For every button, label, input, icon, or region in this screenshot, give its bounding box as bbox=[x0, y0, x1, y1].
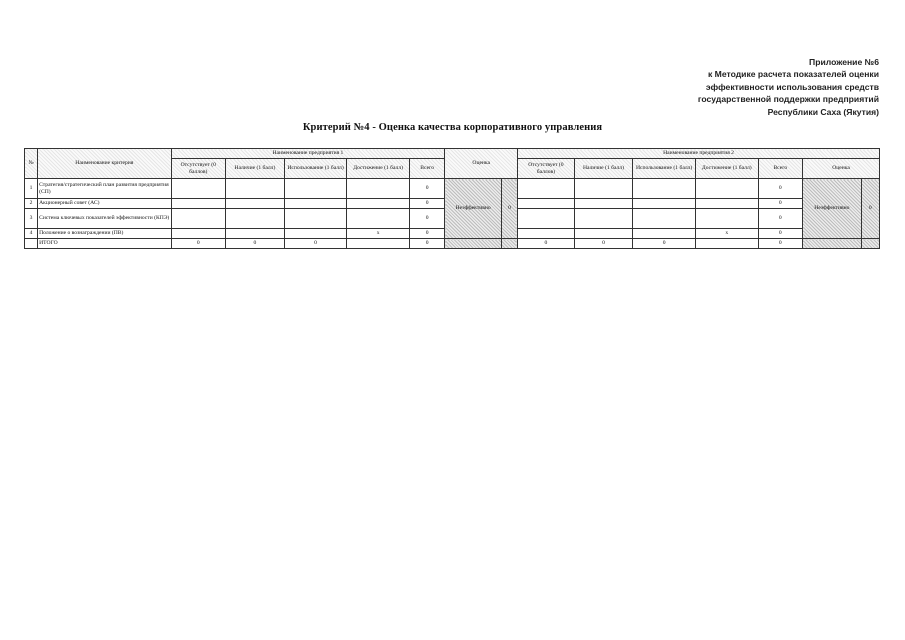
total-absent-2: 0 bbox=[518, 239, 575, 249]
header-total-1: Всего bbox=[409, 159, 444, 179]
cell-present bbox=[574, 179, 633, 199]
header-num: № bbox=[25, 149, 38, 179]
cell-present bbox=[226, 229, 285, 239]
header-absent-2: Отсутствует (0 баллов) bbox=[518, 159, 575, 179]
cell-reached: x bbox=[695, 229, 758, 239]
appendix-note bbox=[698, 56, 879, 118]
total-rating-2-value bbox=[861, 239, 879, 249]
cell-reached bbox=[347, 199, 410, 209]
header-reached-1: Достижение (1 балл) bbox=[347, 159, 410, 179]
cell-total: 0 bbox=[758, 229, 802, 239]
criteria-table bbox=[24, 148, 880, 249]
cell-use bbox=[633, 179, 696, 199]
cell-use bbox=[284, 199, 347, 209]
cell-present bbox=[226, 179, 285, 199]
appendix-line: к Методике расчета показателей оценки bbox=[707, 69, 879, 80]
rating-value-2: 0 bbox=[861, 179, 879, 239]
header-rating-2: Оценка bbox=[803, 159, 880, 179]
header-enterprise-1: Наименование предприятия 1 bbox=[171, 149, 445, 159]
cell-use bbox=[284, 179, 347, 199]
header-criteria: Наименование критерия bbox=[38, 149, 171, 179]
cell-absent bbox=[518, 179, 575, 199]
row-criteria-name: Система ключевых показателей эффективности (КПЭ) bbox=[38, 209, 171, 229]
cell-absent bbox=[171, 209, 226, 229]
cell-absent bbox=[171, 199, 226, 209]
row-num: 1 bbox=[25, 179, 38, 199]
cell-reached bbox=[695, 179, 758, 199]
total-present-1: 0 bbox=[226, 239, 285, 249]
appendix-line: Приложение №6 bbox=[809, 57, 879, 67]
row-num bbox=[25, 239, 38, 249]
cell-total: 0 bbox=[409, 199, 444, 209]
header-present-1: Наличие (1 балл) bbox=[226, 159, 285, 179]
cell-total: 0 bbox=[758, 209, 802, 229]
cell-reached: x bbox=[347, 229, 410, 239]
total-sum-2: 0 bbox=[758, 239, 802, 249]
cell-absent bbox=[518, 199, 575, 209]
appendix-line: эффективности использования средств bbox=[705, 81, 879, 92]
cell-total: 0 bbox=[409, 229, 444, 239]
header-use-1: Использование (1 балл) bbox=[284, 159, 347, 179]
rating-label-1: Неэффективно bbox=[445, 179, 502, 239]
appendix-line: государственной поддержки предприятий bbox=[697, 94, 879, 105]
total-rating-1-value bbox=[501, 239, 517, 249]
row-num: 3 bbox=[25, 209, 38, 229]
total-reached-2 bbox=[695, 239, 758, 249]
cell-present bbox=[574, 199, 633, 209]
cell-total: 0 bbox=[758, 179, 802, 199]
cell-use bbox=[633, 199, 696, 209]
document-title: Критерий №4 - Оценка качества корпоративного управления bbox=[302, 122, 603, 133]
total-sum-1: 0 bbox=[409, 239, 444, 249]
total-rating-1 bbox=[445, 239, 502, 249]
cell-present bbox=[574, 229, 633, 239]
total-present-2: 0 bbox=[574, 239, 633, 249]
cell-total: 0 bbox=[758, 199, 802, 209]
cell-total: 0 bbox=[409, 209, 444, 229]
cell-reached bbox=[347, 209, 410, 229]
header-rating-1: Оценка bbox=[445, 149, 518, 179]
table-row bbox=[25, 179, 880, 199]
cell-reached bbox=[347, 179, 410, 199]
total-use-1: 0 bbox=[284, 239, 347, 249]
cell-use bbox=[284, 229, 347, 239]
row-criteria-name: Акционерный совет (АС) bbox=[38, 199, 171, 209]
cell-use bbox=[633, 209, 696, 229]
total-row bbox=[25, 239, 880, 249]
total-use-2: 0 bbox=[633, 239, 696, 249]
header-absent-1: Отсутствует (0 баллов) bbox=[171, 159, 226, 179]
cell-present bbox=[226, 209, 285, 229]
rating-label-2: Неэффективно bbox=[803, 179, 862, 239]
cell-present bbox=[574, 209, 633, 229]
header-total-2: Всего bbox=[758, 159, 802, 179]
header-reached-2: Достижение (1 балл) bbox=[695, 159, 758, 179]
rating-value-1: 0 bbox=[501, 179, 517, 239]
cell-absent bbox=[518, 209, 575, 229]
total-absent-1: 0 bbox=[171, 239, 226, 249]
header-row-1 bbox=[25, 149, 880, 159]
row-criteria-name: Положение о вознаграждении (ПВ) bbox=[38, 229, 171, 239]
cell-reached bbox=[695, 199, 758, 209]
header-use-2: Использование (1 балл) bbox=[633, 159, 696, 179]
total-rating-2 bbox=[803, 239, 862, 249]
row-criteria-name: Стратегия/стратегический план развития предприятия (СП) bbox=[38, 179, 171, 199]
cell-present bbox=[226, 199, 285, 209]
header-present-2: Наличие (1 балл) bbox=[574, 159, 633, 179]
cell-absent bbox=[518, 229, 575, 239]
cell-absent bbox=[171, 229, 226, 239]
cell-total: 0 bbox=[409, 179, 444, 199]
header-enterprise-2: Наименование предприятия 2 bbox=[518, 149, 880, 159]
total-label: ИТОГО bbox=[38, 239, 171, 249]
cell-reached bbox=[695, 209, 758, 229]
row-num: 2 bbox=[25, 199, 38, 209]
cell-use bbox=[633, 229, 696, 239]
cell-absent bbox=[171, 179, 226, 199]
total-reached-1 bbox=[347, 239, 410, 249]
cell-use bbox=[284, 209, 347, 229]
appendix-line: Республики Саха (Якутия) bbox=[767, 106, 879, 117]
row-num: 4 bbox=[25, 229, 38, 239]
